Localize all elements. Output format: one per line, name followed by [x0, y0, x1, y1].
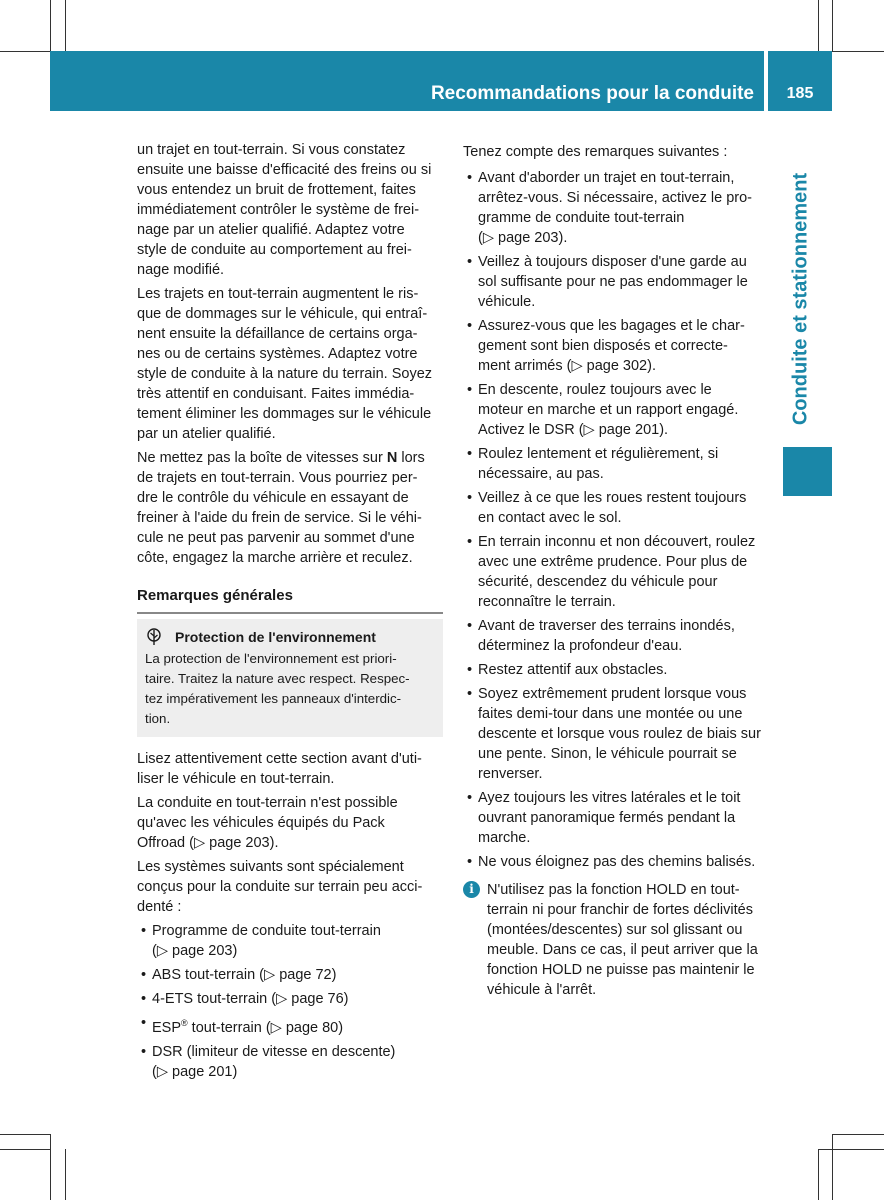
paragraph [137, 448, 443, 568]
crop-mark [65, 1149, 66, 1200]
crop-mark [818, 1149, 819, 1200]
paragraph: Les trajets en tout-terrain augmentent le ris- que de dommages sur le véhicule, qui entraî- nent ensuite la défaillance de certains orga- nes ou de certains systèmes. Adaptez votre style de conduite à la nature du terrain. Soyez très attentif en conduisant. Faites immédia- tement éliminer les dommages sur le véhicule par un atelier qualifié. [137, 286, 433, 442]
paragraph: un trajet en tout-terrain. Si vous constatez ensuite une baisse d'efficacité des freins ou si vous entendez un bruit de frottement, faites immédiatement contrôler le système de frei- nage par un atelier qualifié. Adaptez votre style de conduite au comportement au frei- nage modifié. [137, 142, 432, 278]
paragraph: Lisez attentivement cette section avant d'uti- liser le véhicule en tout-terrain. [137, 751, 422, 787]
text-run: ESP [152, 1019, 182, 1036]
info-note [463, 880, 769, 1000]
registered-mark: ® [181, 1018, 188, 1028]
list-item: • Restez attentif aux obstacles. [463, 660, 769, 680]
crop-mark [0, 1134, 50, 1135]
crop-mark [832, 51, 884, 52]
list-item: • DSR (limiteur de vitesse en descente) (▷ page 201) [137, 1042, 443, 1082]
crop-mark [0, 1149, 50, 1150]
list-item: • En terrain inconnu et non découvert, roulez avec une extrême prudence. Pour plus de sécurité, descendez du véhicule pour reconnaître le terrain. [463, 532, 769, 612]
list-item: • Ayez toujours les vitres latérales et le toit ouvrant panoramique fermés pendant la marche. [463, 788, 769, 848]
remarks-list [463, 168, 769, 872]
crop-mark [0, 51, 50, 52]
list-item: • ABS tout-terrain (▷ page 72) [137, 965, 443, 985]
crop-mark [818, 1149, 884, 1150]
list-item: • Assurez-vous que les bagages et le char- gement sont bien disposés et correcte- ment arrimés (▷ page 302). [463, 316, 769, 376]
environment-note-header [145, 627, 435, 647]
crop-mark [50, 0, 51, 51]
crop-mark [50, 1134, 51, 1200]
page-header [50, 51, 764, 111]
info-note-text: N'utilisez pas la fonction HOLD en tout- terrain ni pour franchir de fortes déclivités (montées/descentes) sur sol glissant ou meuble. Dans ce cas, il peut arriver que la fonction HOLD ne puisse pas maintenir le véhicule à l'arrêt. [487, 882, 758, 998]
list-item: • Programme de conduite tout-terrain (▷ page 203) [137, 921, 443, 961]
page-number-box [768, 51, 832, 111]
list-item: • Avant de traverser des terrains inondés, déterminez la profondeur d'eau. [463, 616, 769, 656]
text-run: tout-terrain (▷ page 80) [187, 1019, 344, 1036]
leaf-icon [145, 628, 163, 646]
info-icon: i [463, 881, 480, 898]
page-number: 185 [786, 85, 814, 102]
text-run: lors de trajets en tout-terrain. Vous pourriez per- dre le contrôle du véhicule en essayant de freiner à l'aide du frein de service. Si le véhi- cule ne peut pas parvenir au sommet d'une côte, engagez la marche arrière et reculez. [137, 450, 425, 566]
page-title: Recommandations pour la conduite [430, 83, 754, 104]
chapter-tab [771, 162, 831, 437]
crop-mark [818, 0, 819, 51]
paragraph: Tenez compte des remarques suivantes : [463, 144, 728, 160]
list-item: • En descente, roulez toujours avec le moteur en marche et un rapport engagé. Activez le DSR (▷ page 201). [463, 380, 769, 440]
crop-mark [65, 0, 66, 51]
environment-note [137, 619, 443, 737]
text-run: Ne mettez pas la boîte de vitesses sur [137, 450, 387, 466]
list-item: • 4-ETS tout-terrain (▷ page 76) [137, 989, 443, 1009]
environment-note-title: Protection de l'environnement [175, 629, 376, 645]
chapter-tab-marker [783, 447, 832, 496]
list-item: • Veillez à toujours disposer d'une garde au sol suffisante pour ne pas endommager le véhicule. [463, 252, 769, 312]
paragraph: Les systèmes suivants sont spécialement conçus pour la conduite sur terrain peu acci- denté : [137, 859, 423, 915]
section-heading: Remarques générales [137, 586, 443, 614]
list-item: • Roulez lentement et régulièrement, si nécessaire, au pas. [463, 444, 769, 484]
paragraph: La conduite en tout-terrain n'est possible qu'avec les véhicules équipés du Pack Offroad (▷ page 203). [137, 795, 398, 851]
list-item: • Soyez extrêmement prudent lorsque vous faites demi-tour dans une montée ou une descente et lorsque vous roulez de biais sur une pente. Sinon, le véhicule pourrait se renverser. [463, 684, 769, 784]
crop-mark [832, 1134, 833, 1200]
left-column [137, 140, 443, 1086]
systems-list [137, 921, 443, 1082]
chapter-tab-label: Conduite et stationnement [789, 172, 812, 426]
list-item: • Veillez à ce que les roues restent toujours en contact avec le sol. [463, 488, 769, 528]
gear-position-n: N [386, 450, 398, 466]
list-item [137, 1013, 443, 1038]
crop-mark [832, 0, 833, 51]
environment-note-text: La protection de l'environnement est priori- taire. Traitez la nature avec respect. Respec- tez impérativement les panneaux d'interdic- tion. [145, 651, 410, 726]
list-item: • Avant d'aborder un trajet en tout-terrain, arrêtez-vous. Si nécessaire, activez le pro- gramme de conduite tout-terrain (▷ page 203). [463, 168, 769, 248]
list-item: • Ne vous éloignez pas des chemins balisés. [463, 852, 769, 872]
right-column [463, 142, 769, 1000]
crop-mark [832, 1134, 884, 1135]
